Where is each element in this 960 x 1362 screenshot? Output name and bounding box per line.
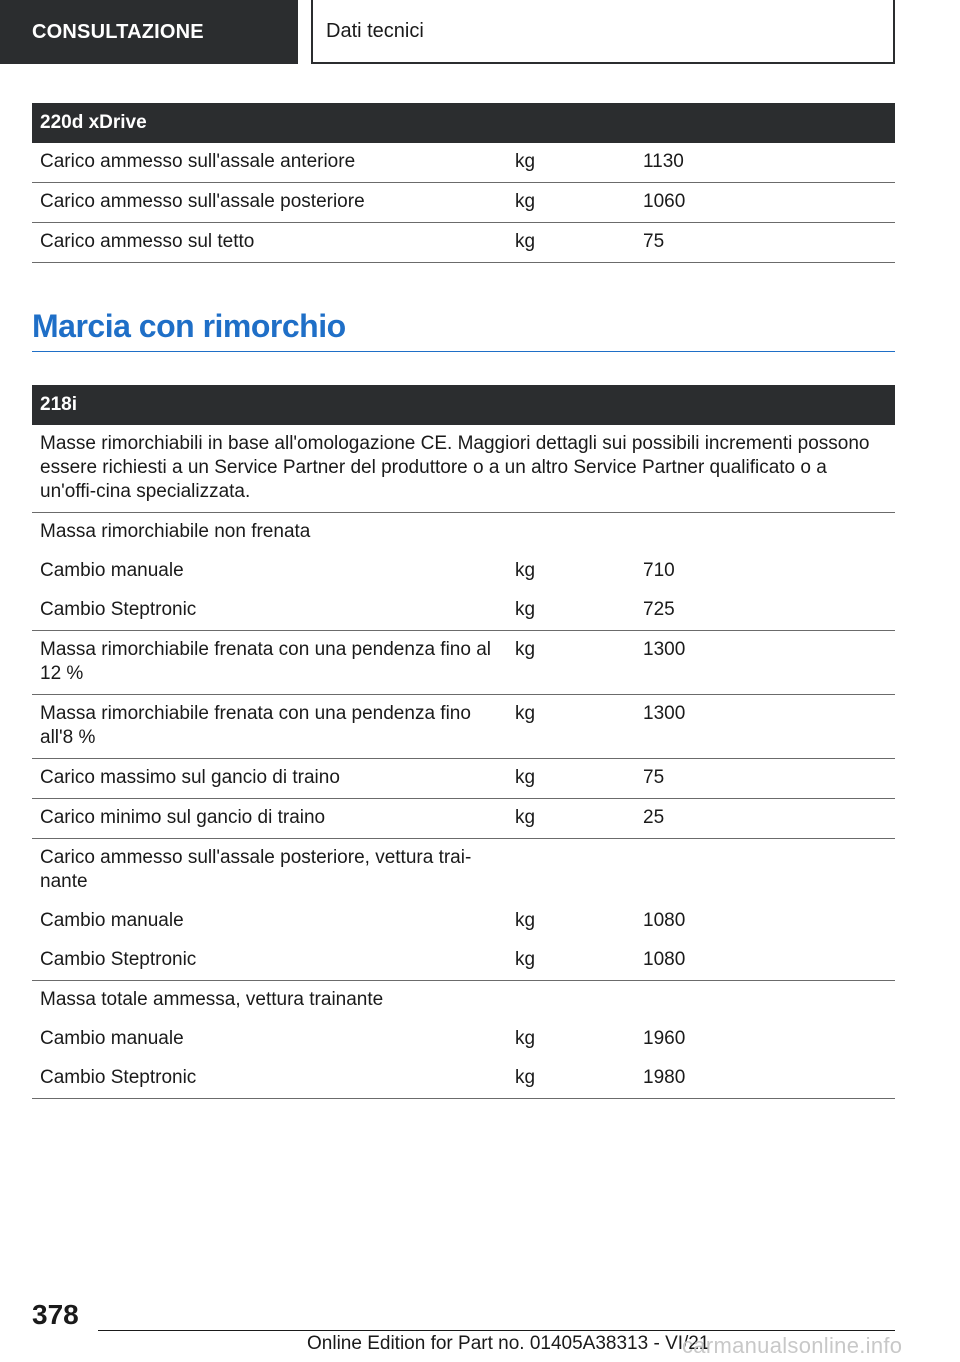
row-value: 1060 [635, 183, 895, 223]
table-row [32, 1059, 895, 1099]
row-value: 75 [635, 223, 895, 263]
header-section-label: CONSULTAZIONE [32, 20, 204, 43]
row-value: 710 [643, 560, 675, 581]
row-label: Cambio Steptronic [32, 1059, 507, 1099]
watermark: carmanualsonline.info [682, 1333, 903, 1358]
table-row [32, 902, 895, 941]
row-value: 1080 [643, 910, 686, 931]
row-label: Massa totale ammessa, vettura trainante [40, 989, 384, 1010]
row-unit: kg [507, 223, 635, 263]
table-row [32, 839, 895, 903]
table-row [32, 981, 895, 1021]
row-label: Cambio manuale [40, 560, 184, 581]
row-value: 75 [635, 759, 895, 799]
table-row [32, 513, 895, 553]
table-220d-xdrive [32, 103, 895, 263]
row-unit: kg [507, 143, 635, 183]
table-row [32, 695, 895, 759]
table-row [32, 799, 895, 839]
row-value: 725 [635, 591, 895, 631]
row-label: Cambio manuale [40, 910, 184, 931]
row-label: Carico ammesso sull'assale anteriore [32, 143, 507, 183]
table-row [32, 223, 895, 263]
table-row [32, 425, 895, 513]
table-row [32, 1020, 895, 1059]
row-label: Carico ammesso sull'assale posteriore [32, 183, 507, 223]
row-unit: kg [507, 941, 635, 981]
row-unit: kg [507, 631, 635, 695]
footer-edition: Online Edition for Part no. 01405A38313 - VI/21 [307, 1333, 710, 1354]
row-unit: kg [507, 1059, 635, 1099]
row-unit: kg [507, 591, 635, 631]
intro-text: Masse rimorchiabili in base all'omologazione CE. Maggiori dettagli sui possibili incrementi possono essere richiesti a un Service Partner del produttore o a un altro Service Partner qualificato o a un'offi-cina specializzata. [32, 425, 895, 513]
footer-divider [98, 1330, 895, 1331]
row-label: Cambio Steptronic [32, 941, 507, 981]
row-label: Cambio Steptronic [32, 591, 507, 631]
row-unit: kg [515, 560, 536, 581]
table-218i [32, 385, 895, 1099]
table-row [32, 631, 895, 695]
table-row [32, 591, 895, 631]
row-unit: kg [515, 910, 536, 931]
row-value: 25 [635, 799, 895, 839]
row-unit: kg [507, 183, 635, 223]
row-value: 1300 [635, 695, 895, 759]
table-row [32, 552, 895, 591]
row-unit: kg [507, 759, 635, 799]
table-title: 220d xDrive [32, 103, 895, 143]
page-number: 378 [32, 1299, 79, 1330]
table-row [32, 759, 895, 799]
table-row [32, 183, 895, 223]
header-chapter-tab [311, 0, 895, 64]
row-value: 1960 [643, 1028, 686, 1049]
header-section-tab [0, 0, 298, 64]
row-label: Cambio manuale [40, 1028, 184, 1049]
row-label: Carico ammesso sul tetto [32, 223, 507, 263]
row-label: Carico massimo sul gancio di traino [32, 759, 507, 799]
table-row [32, 941, 895, 981]
row-unit: kg [515, 1028, 536, 1049]
row-value: 1980 [635, 1059, 895, 1099]
table-title: 218i [32, 385, 895, 425]
row-value: 1080 [635, 941, 895, 981]
section-title: Marcia con rimorchio [32, 308, 895, 352]
row-value: 1130 [635, 143, 895, 183]
row-unit: kg [507, 799, 635, 839]
row-label: Massa rimorchiabile frenata con una pendenza fino all'8 % [32, 695, 507, 759]
row-label: Massa rimorchiabile frenata con una pendenza fino al 12 % [32, 631, 507, 695]
row-label: Carico ammesso sull'assale posteriore, vettura trai-nante [40, 847, 472, 892]
header-chapter-label: Dati tecnici [326, 19, 424, 42]
table-row [32, 143, 895, 183]
row-unit: kg [507, 695, 635, 759]
row-value: 1300 [635, 631, 895, 695]
row-label: Massa rimorchiabile non frenata [40, 521, 311, 542]
row-label: Carico minimo sul gancio di traino [32, 799, 507, 839]
